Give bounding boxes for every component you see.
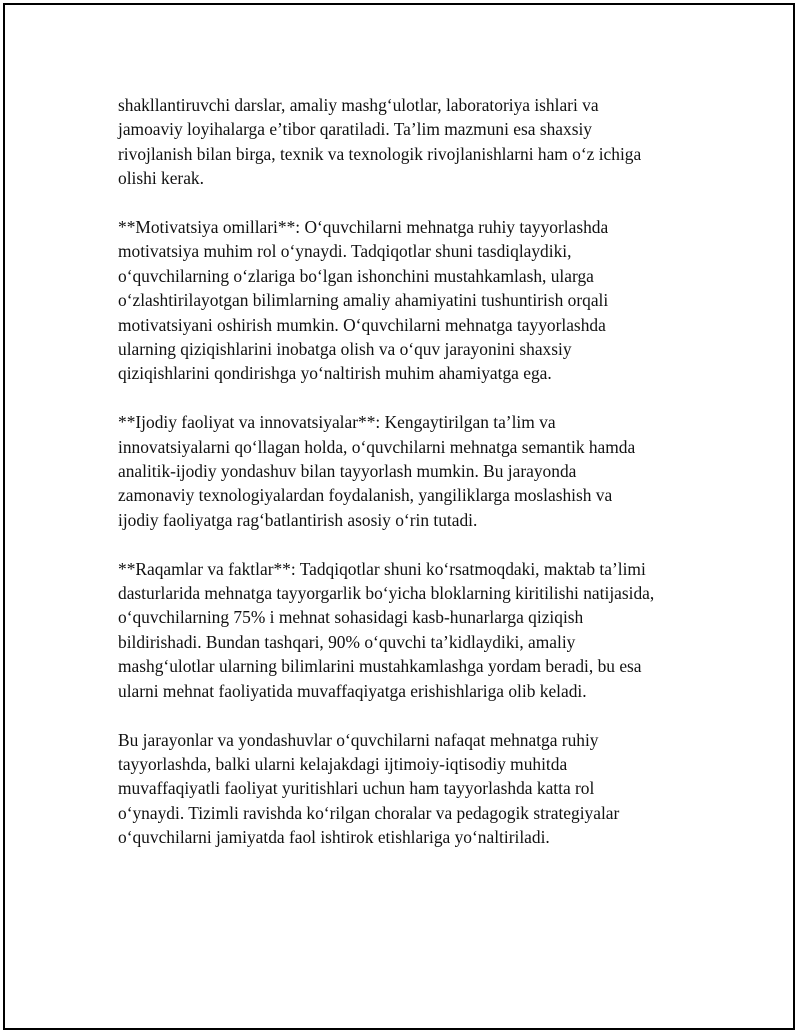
text-line: olishi kerak. xyxy=(118,168,204,189)
text-line: **Motivatsiya omillari**: O‘quvchilarni mehnatga ruhiy tayyorlashda xyxy=(118,217,609,238)
text-line: bildirishadi. Bundan tashqari, 90% o‘quvchi ta’kidlaydiki, amaliy xyxy=(118,631,576,652)
text-line: ularni mehnat faoliyatida muvaffaqiyatga erishishlariga olib keladi. xyxy=(118,680,587,701)
text-line: o‘ynaydi. Tizimli ravishda ko‘rilgan choralar va pedagogik strategiyalar xyxy=(118,802,620,823)
text-line: **Ijodiy faoliyat va innovatsiyalar**: Kengaytirilgan ta’lim va xyxy=(118,412,556,433)
text-line: tayyorlashda, balki ularni kelajakdagi ijtimoiy-iqtisodiy muhitda xyxy=(118,753,568,774)
paragraph-creative-activity xyxy=(118,410,708,532)
text-line: innovatsiyalarni qo‘llagan holda, o‘quvchilarni mehnatga semantik hamda xyxy=(118,436,636,457)
text-line: shakllantiruvchi darslar, amaliy mashg‘ulotlar, laboratoriya ishlari va xyxy=(118,95,599,115)
text-line: **Raqamlar va faktlar**: Tadqiqotlar shuni ko‘rsatmoqdaki, maktab ta’limi xyxy=(118,558,646,579)
text-line: o‘quvchilarning o‘zlariga bo‘lgan ishonchini mustahkamlash, ularga xyxy=(118,265,594,286)
text-line: Bu jarayonlar va yondashuvlar o‘quvchilarni nafaqat mehnatga ruhiy xyxy=(118,729,599,750)
text-line: ularning qiziqishlarini inobatga olish va o‘quv jarayonini shaxsiy xyxy=(118,339,572,360)
text-line: ijodiy faoliyatga rag‘batlantirish asosiy o‘rin tutadi. xyxy=(118,509,478,530)
paragraph-numbers-facts xyxy=(118,557,708,703)
paragraph-conclusion xyxy=(118,728,708,850)
text-line: jamoaviy loyihalarga e’tibor qaratiladi. Ta’lim mazmuni esa shaxsiy xyxy=(118,119,592,140)
text-line: o‘zlashtirilayotgan bilimlarning amaliy ahamiyatini tushuntirish orqali xyxy=(118,290,609,311)
paragraph-motivation xyxy=(118,215,708,386)
text-line: o‘quvchilarning 75% i mehnat sohasidagi kasb-hunarlarga qiziqish xyxy=(118,607,584,628)
document-body xyxy=(118,93,708,874)
text-line: qiziqishlarini qondirishga yo‘naltirish muhim ahamiyatga ega. xyxy=(118,363,552,384)
text-line: mashg‘ulotlar ularning bilimlarini mustahkamlashga yordam beradi, bu esa xyxy=(118,656,642,677)
text-line: o‘quvchilarni jamiyatda faol ishtirok etishlariga yo‘naltiriladi. xyxy=(118,827,550,848)
text-line: zamonaviy texnologiyalardan foydalanish, yangiliklarga moslashish va xyxy=(118,485,613,506)
text-line: rivojlanish bilan birga, texnik va texnologik rivojlanishlarni ham o‘z ichiga xyxy=(118,143,642,164)
text-line: motivatsiyani oshirish mumkin. O‘quvchilarni mehnatga tayyorlashda xyxy=(118,314,606,335)
text-line: dasturlarida mehnatga tayyorgarlik bo‘yicha bloklarning kiritilishi natijasida, xyxy=(118,583,655,604)
text-line: muvaffaqiyatli faoliyat yuritishlari uchun ham tayyorlashda katta rol xyxy=(118,778,595,799)
paragraph-continuation xyxy=(118,93,708,191)
text-line: motivatsiya muhim rol o‘ynaydi. Tadqiqotlar shuni tasdiqlaydiki, xyxy=(118,241,572,262)
text-line: analitik-ijodiy yondashuv bilan tayyorlash mumkin. Bu jarayonda xyxy=(118,461,577,482)
